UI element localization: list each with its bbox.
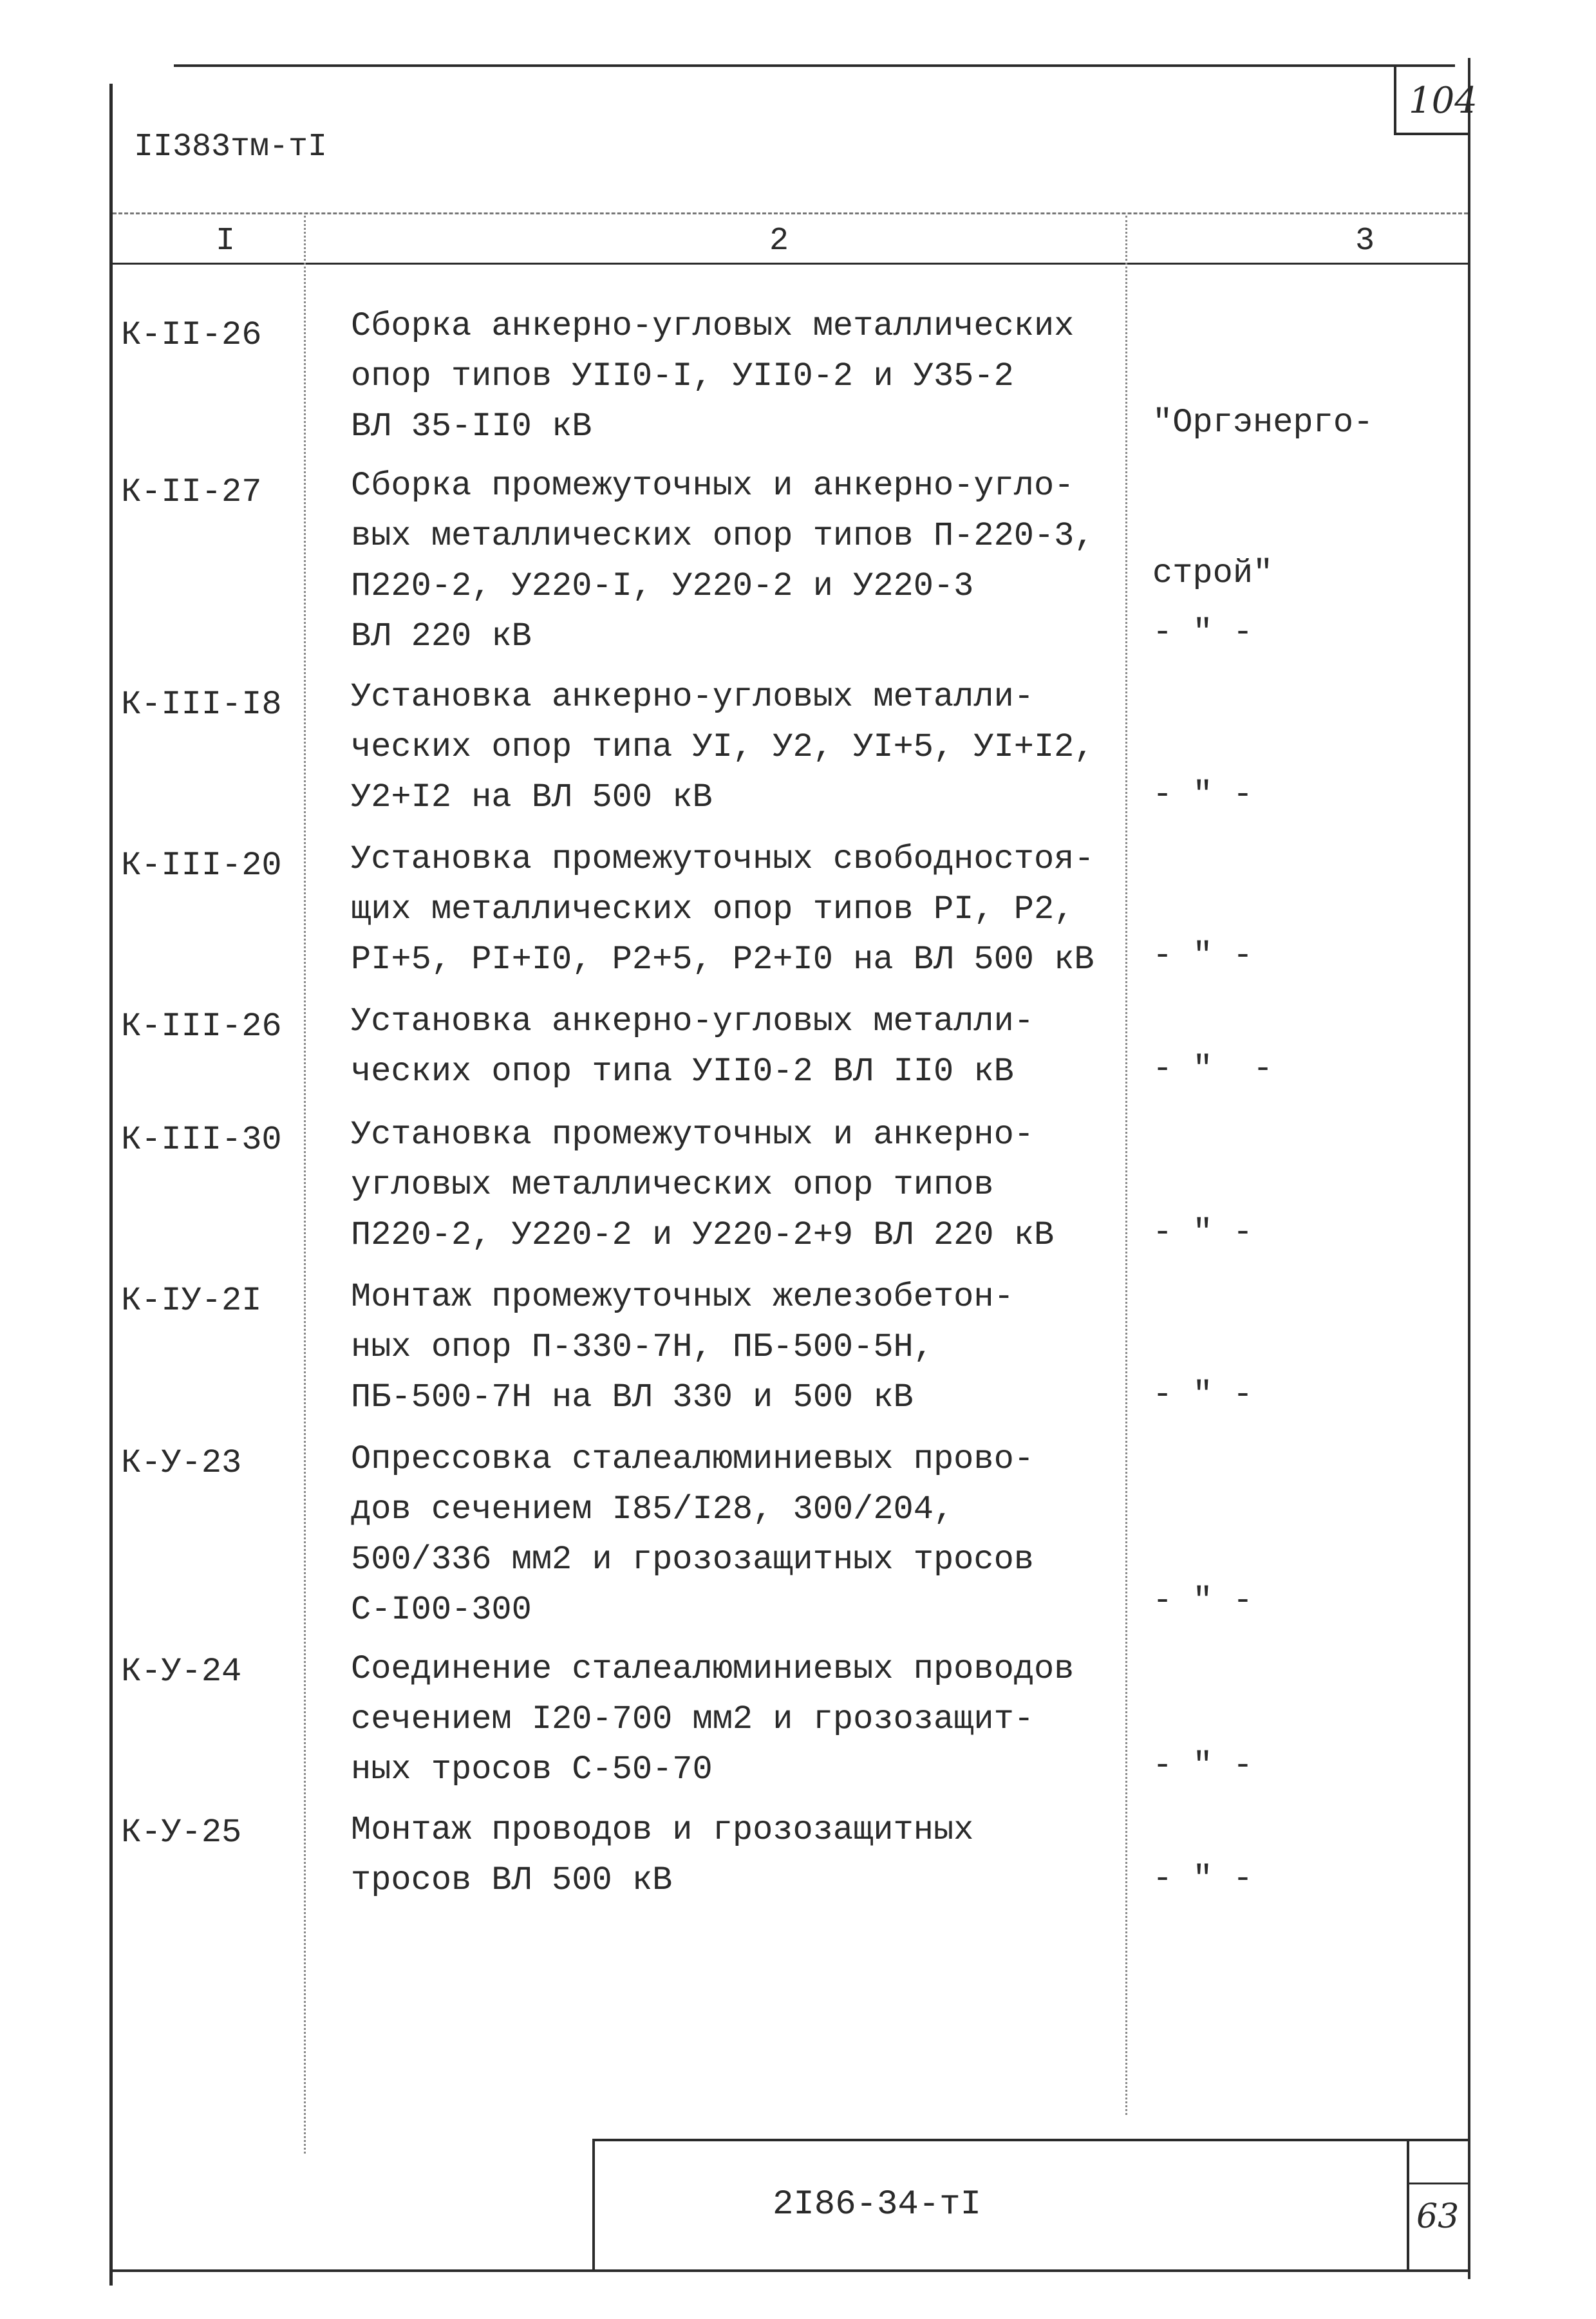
row-code: К-У-25 [121,1814,242,1852]
row-code: К-III-30 [121,1121,282,1159]
description-line: Опрессовка сталеалюминиевых прово- [351,1440,1034,1478]
description-line: ВЛ 35-II0 кВ [351,408,592,446]
page-number-bottom: 63 [1416,2197,1460,2236]
description-line: опор типов УII0-I, УII0-2 и У35-2 [351,357,1014,395]
description-line: вых металлических опор типов П-220-3, [351,517,1094,555]
row-organization: - " - [1152,1050,1273,1088]
row-description [351,1805,1111,1906]
right-border-line [1468,58,1470,2279]
footer-box-left [592,2139,595,2271]
row-code: К-IУ-2I [121,1282,262,1320]
description-line: ных опор П-330-7Н, ПБ-500-5Н, [351,1328,934,1366]
row-code: К-III-I8 [121,686,282,724]
row-organization: - " - [1152,1747,1253,1785]
row-description [351,1110,1111,1261]
header-col-1: I [215,223,235,259]
page-box-left [1394,64,1396,135]
document-code: II383тм-тI [134,129,328,165]
footer-box-top [592,2139,1468,2141]
row-description [351,301,1111,452]
header-top-line [113,212,1468,214]
row-description [351,997,1111,1097]
row-organization: - " - [1152,614,1253,652]
description-line: Установка промежуточных и анкерно- [351,1116,1034,1154]
description-line: Монтаж промежуточных железобетон- [351,1278,1014,1316]
description-line: У2+I2 на ВЛ 500 кВ [351,778,713,816]
column-separator-2 [1125,216,1127,2115]
row-description [351,461,1111,662]
description-line: П220-2, У220-2 и У220-2+9 ВЛ 220 кВ [351,1216,1055,1254]
row-description [351,1272,1111,1423]
description-line: ных тросов С-50-70 [351,1751,713,1789]
description-line: ПБ-500-7Н на ВЛ 330 и 500 кВ [351,1378,914,1416]
row-organization: - " - [1152,1214,1253,1252]
page-number-top: 104 [1409,80,1478,122]
footer-page-box-divider [1407,2183,1468,2184]
row-organization: - " - [1152,1860,1253,1898]
row-code: К-II-27 [121,473,262,511]
row-code: К-У-23 [121,1444,242,1482]
description-line: Соединение сталеалюминиевых проводов [351,1650,1075,1688]
row-code: К-III-20 [121,847,282,885]
left-border-line [109,84,113,2286]
row-code: К-III-26 [121,1008,282,1046]
description-line: щих металлических опор типов РI, Р2, [351,890,1075,928]
top-border-line [174,64,1455,67]
row-description [351,672,1111,823]
header-bottom-line [113,263,1468,265]
row-organization: - " - [1152,937,1253,975]
row-organization: - " - [1152,1582,1253,1620]
row-code: К-II-26 [121,316,262,354]
row-code: К-У-24 [121,1653,242,1691]
description-line: Сборка анкерно-угловых металлических [351,307,1075,345]
description-line: тросов ВЛ 500 кВ [351,1861,673,1899]
description-line: РI+5, РI+I0, Р2+5, Р2+I0 на ВЛ 500 кВ [351,941,1094,979]
organization-line: "Оргэнерго- [1152,404,1374,442]
description-line: Установка промежуточных свободностоя- [351,840,1094,878]
footer-page-box-left [1407,2139,1409,2271]
description-line: сечением I20-700 мм2 и грозозащит- [351,1700,1034,1738]
description-line: П220-2, У220-I, У220-2 и У220-3 [351,567,974,605]
header-col-2: 2 [769,223,789,259]
column-separator-1 [304,216,306,2154]
header-col-3: 3 [1355,223,1375,259]
description-line: Сборка промежуточных и анкерно-угло- [351,467,1075,505]
row-description [351,834,1111,985]
row-organization: - " - [1152,776,1253,814]
description-line: С-I00-300 [351,1591,532,1629]
description-line: 500/336 мм2 и грозозащитных тросов [351,1541,1034,1579]
description-line: Установка анкерно-угловых металли- [351,678,1034,716]
organization-line: строй" [1152,554,1273,592]
row-description [351,1434,1111,1635]
row-organization: - " - [1152,1376,1253,1414]
description-line: угловых металлических опор типов [351,1166,994,1204]
description-line: дов сечением I85/I28, 300/204, [351,1490,954,1528]
row-description [351,1644,1111,1795]
description-line: ВЛ 220 кВ [351,617,532,655]
description-line: ческих опор типа УII0-2 ВЛ II0 кВ [351,1053,1014,1091]
bottom-border-line [113,2269,1468,2272]
description-line: Установка анкерно-угловых металли- [351,1002,1034,1040]
page-box-bottom [1394,133,1468,135]
footer-code: 2I86-34-тI [773,2185,982,2224]
description-line: ческих опор типа УI, У2, УI+5, УI+I2, [351,728,1094,766]
description-line: Монтаж проводов и грозозащитных [351,1811,974,1849]
